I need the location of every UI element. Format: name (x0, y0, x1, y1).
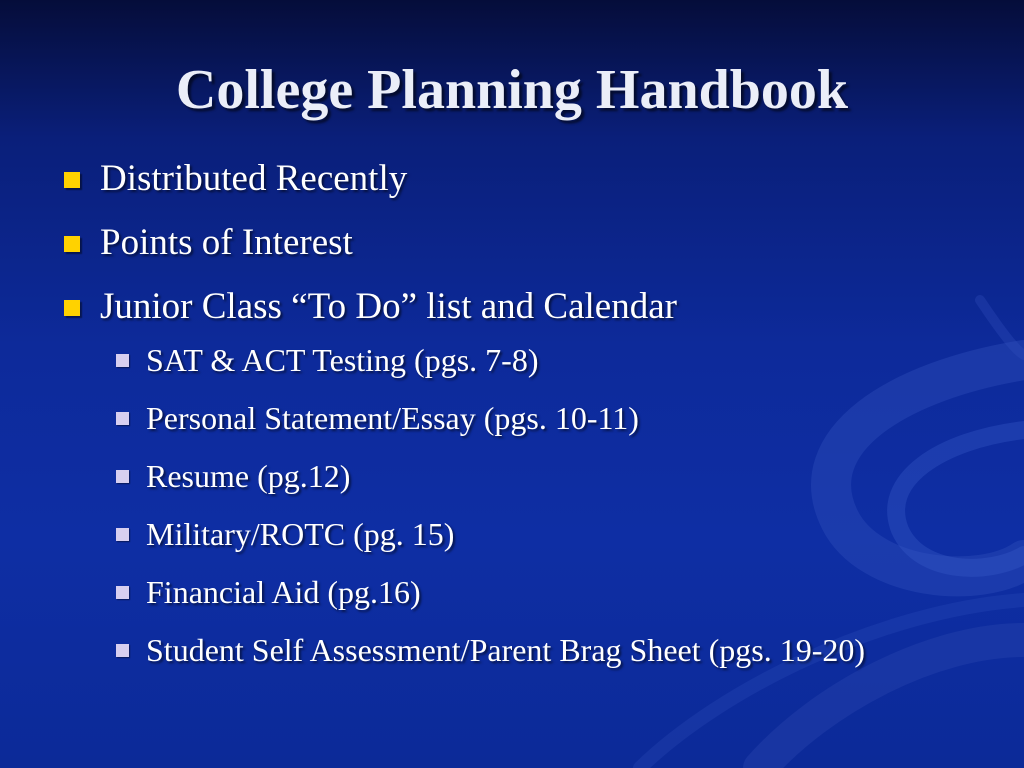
sub-bullet-item (116, 516, 976, 552)
square-bullet-icon (64, 236, 80, 252)
sub-bullet-item (116, 342, 976, 378)
small-square-bullet-icon (116, 528, 129, 541)
sub-bullet-item (116, 574, 976, 610)
small-square-bullet-icon (116, 354, 129, 367)
sub-bullet-text: Resume (pg.12) (146, 458, 351, 494)
sub-bullet-list (116, 342, 976, 668)
bullet-text: Points of Interest (100, 222, 353, 263)
small-square-bullet-icon (116, 412, 129, 425)
sub-bullet-text: Student Self Assessment/Parent Brag Sheet (pgs. 19-20) (146, 632, 866, 668)
bullet-item (62, 222, 982, 264)
bullet-list (62, 158, 982, 690)
sub-bullet-text: Personal Statement/Essay (pgs. 10-11) (146, 400, 639, 436)
square-bullet-icon (64, 172, 80, 188)
small-square-bullet-icon (116, 644, 129, 657)
bullet-text: Distributed Recently (100, 158, 408, 199)
slide-title: College Planning Handbook (175, 59, 849, 121)
sub-bullet-text: Military/ROTC (pg. 15) (146, 516, 455, 552)
bullet-text: Junior Class “To Do” list and Calendar (100, 286, 677, 327)
bullet-item (62, 286, 982, 328)
small-square-bullet-icon (116, 586, 129, 599)
sub-bullet-item (116, 458, 976, 494)
bullet-item (62, 158, 982, 200)
small-square-bullet-icon (116, 470, 129, 483)
square-bullet-icon (64, 300, 80, 316)
sub-bullet-item (116, 632, 976, 668)
sub-bullet-text: SAT & ACT Testing (pgs. 7-8) (146, 342, 539, 378)
sub-bullet-text: Financial Aid (pg.16) (146, 574, 421, 610)
sub-bullet-container (62, 342, 982, 668)
sub-bullet-item (116, 400, 976, 436)
